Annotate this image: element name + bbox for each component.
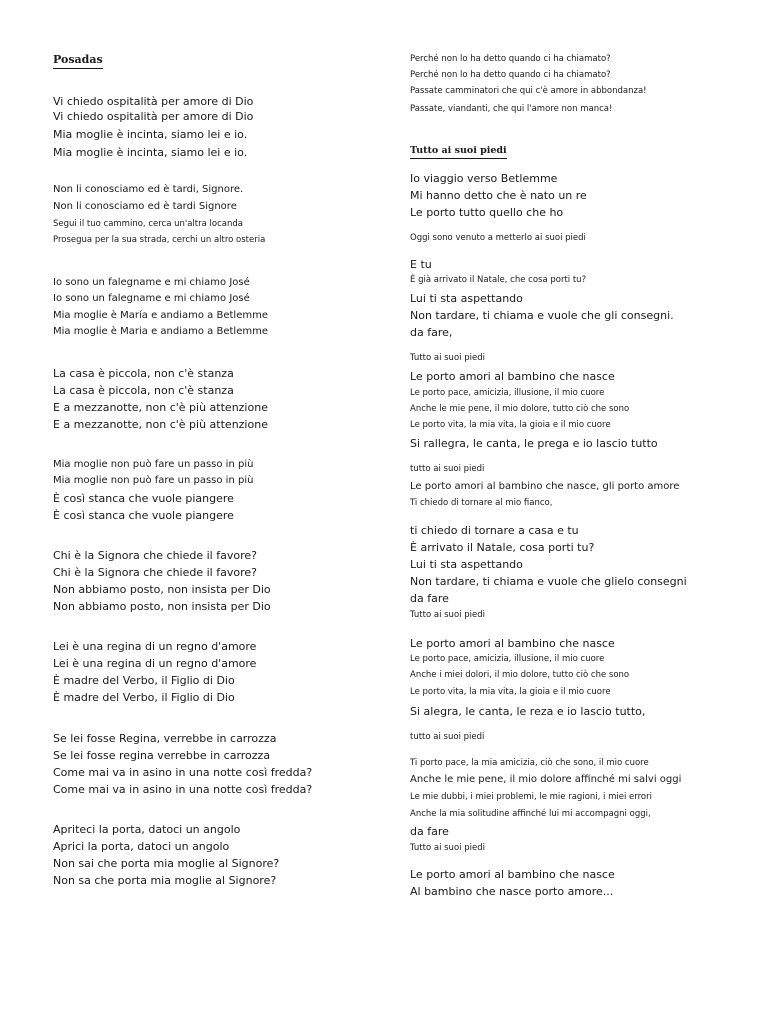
- lyric-line: Perché non lo ha detto quando ci ha chiamato?: [410, 70, 611, 80]
- lyric-line: Le porto amori al bambino che nasce, gli porto amore: [410, 481, 680, 492]
- song-title-tutto-ai-suoi-piedi: Tutto ai suoi piedi: [410, 145, 507, 159]
- lyric-line: Le porto vita, la mia vita, la gioia e il mio cuore: [410, 687, 611, 697]
- lyric-line: È madre del Verbo, il Figlio di Dio: [53, 674, 235, 687]
- lyric-line: Anche le mie pene, il mio dolore, tutto ciò che sono: [410, 404, 630, 414]
- lyric-line: Segui il tuo cammino, cerca un'altra locanda: [53, 219, 243, 229]
- lyric-line: Mia moglie non può fare un passo in più: [53, 475, 254, 486]
- lyric-line: da fare,: [410, 326, 453, 339]
- lyric-line: Ti chiedo di tornare al mio fianco,: [410, 498, 553, 508]
- lyric-line: Lei è una regina di un regno d'amore: [53, 640, 257, 653]
- lyric-line: Chi è la Signora che chiede il favore?: [53, 549, 257, 562]
- lyric-line: Mia moglie è incinta, siamo lei e io.: [53, 128, 248, 141]
- lyric-line: Non sa che porta mia moglie al Signore?: [53, 874, 277, 887]
- lyric-line: Mia moglie è incinta, siamo lei e io.: [53, 146, 248, 159]
- lyric-line: Io sono un falegname e mi chiamo José: [53, 277, 250, 288]
- lyric-line: Lei è una regina di un regno d'amore: [53, 657, 257, 670]
- lyric-line: Le porto tutto quello che ho: [410, 206, 564, 219]
- lyric-line: tutto ai suoi piedi: [410, 732, 485, 742]
- lyric-line: Non sai che porta mia moglie al Signore?: [53, 857, 280, 870]
- lyric-line: È arrivato il Natale, cosa porti tu?: [410, 541, 595, 554]
- lyric-line: Apriteci la porta, datoci un angolo: [53, 823, 241, 836]
- lyric-line: da fare: [410, 825, 449, 838]
- lyric-line: Passate camminatori che qui c'è amore in abbondanza!: [410, 86, 647, 96]
- lyric-line: Mia moglie è Maria e andiamo a Betlemme: [53, 326, 268, 337]
- lyric-line: Chi è la Signora che chiede il favore?: [53, 566, 257, 579]
- lyric-line: È già arrivato il Natale, che cosa porti tu?: [410, 275, 587, 285]
- lyric-line: La casa è piccola, non c'è stanza: [53, 367, 234, 380]
- lyric-line: Io viaggio verso Betlemme: [410, 172, 558, 185]
- lyric-line: Le porto amori al bambino che nasce: [410, 868, 615, 881]
- lyric-line: Non abbiamo posto, non insista per Dio: [53, 583, 271, 596]
- lyric-line: Si rallegra, le canta, le prega e io lascio tutto: [410, 437, 658, 450]
- lyric-line: tutto ai suoi piedi: [410, 464, 485, 474]
- lyric-line: È così stanca che vuole piangere: [53, 509, 234, 522]
- lyric-line: E a mezzanotte, non c'è più attenzione: [53, 418, 268, 431]
- lyric-line: Tutto ai suoi piedi: [410, 843, 485, 853]
- lyric-line: ti chiedo di tornare a casa e tu: [410, 524, 579, 537]
- lyric-line: Le porto pace, amicizia, illusione, il mio cuore: [410, 388, 605, 398]
- lyric-line: Lui ti sta aspettando: [410, 292, 523, 305]
- lyric-line: Lui ti sta aspettando: [410, 558, 523, 571]
- lyric-line: Come mai va in asino in una notte così fredda?: [53, 783, 313, 796]
- lyric-line: Ti porto pace, la mia amicizia, ciò che sono, il mio cuore: [410, 758, 649, 768]
- lyric-line: Tutto ai suoi piedi: [410, 610, 485, 620]
- lyric-line: Anche le mie pene, il mio dolore affinché mi salvi oggi: [410, 774, 682, 785]
- lyric-line: Mia moglie è María e andiamo a Betlemme: [53, 310, 268, 321]
- lyric-line: È così stanca che vuole piangere: [53, 492, 234, 505]
- lyric-line: Le porto pace, amicizia, illusione, il mio cuore: [410, 654, 605, 664]
- lyric-line: Le mie dubbi, i miei problemi, le mie ragioni, i miei errori: [410, 792, 652, 802]
- song-title-posadas: Posadas: [53, 53, 103, 69]
- lyric-line: da fare: [410, 592, 449, 605]
- lyric-line: Non li conosciamo ed è tardi, Signore.: [53, 184, 244, 195]
- lyric-line: Non tardare, ti chiama e vuole che gli consegni.: [410, 309, 674, 322]
- lyric-line: Tutto ai suoi piedi: [410, 353, 485, 363]
- lyric-line: Mia moglie non può fare un passo in più: [53, 459, 254, 470]
- lyric-line: È madre del Verbo, il Figlio di Dio: [53, 691, 235, 704]
- lyric-line: Aprici la porta, datoci un angolo: [53, 840, 230, 853]
- lyric-line: Le porto amori al bambino che nasce: [410, 637, 615, 650]
- lyric-line: Vi chiedo ospitalità per amore di Dio: [53, 110, 254, 123]
- lyric-line: Mi hanno detto che è nato un re: [410, 189, 587, 202]
- lyric-line: Le porto amori al bambino che nasce: [410, 370, 615, 383]
- lyric-line: Io sono un falegname e mi chiamo José: [53, 293, 250, 304]
- lyric-line: Prosegua per la sua strada, cerchi un altro osteria: [53, 235, 266, 245]
- lyric-line: Oggi sono venuto a metterlo ai suoi piedi: [410, 233, 586, 243]
- lyric-line: Non tardare, ti chiama e vuole che glielo consegni: [410, 575, 687, 588]
- lyric-line: Non abbiamo posto, non insista per Dio: [53, 600, 271, 613]
- lyric-line: Come mai va in asino in una notte così fredda?: [53, 766, 313, 779]
- lyric-line: Le porto vita, la mia vita, la gioia e il mio cuore: [410, 420, 611, 430]
- lyric-line: E tu: [410, 258, 432, 271]
- lyric-line: Al bambino che nasce porto amore...: [410, 885, 614, 898]
- lyric-line: Anche i miei dolori, il mio dolore, tutto ciò che sono: [410, 670, 630, 680]
- lyric-line: Anche la mia solitudine affinché lui mi accompagni oggi,: [410, 809, 651, 819]
- lyric-line: Si alegra, le canta, le reza e io lascio tutto,: [410, 705, 646, 718]
- lyric-line: E a mezzanotte, non c'è più attenzione: [53, 401, 268, 414]
- lyric-line: Perché non lo ha detto quando ci ha chiamato?: [410, 54, 611, 64]
- lyric-line: Vi chiedo ospitalità per amore di Dio: [53, 95, 254, 108]
- lyric-line: Non li conosciamo ed è tardi Signore: [53, 201, 237, 212]
- lyric-line: Passate, viandanti, che qui l'amore non manca!: [410, 104, 613, 114]
- lyric-line: Se lei fosse regina verrebbe in carrozza: [53, 749, 271, 762]
- lyric-line: Se lei fosse Regina, verrebbe in carrozza: [53, 732, 277, 745]
- lyric-line: La casa è piccola, non c'è stanza: [53, 384, 234, 397]
